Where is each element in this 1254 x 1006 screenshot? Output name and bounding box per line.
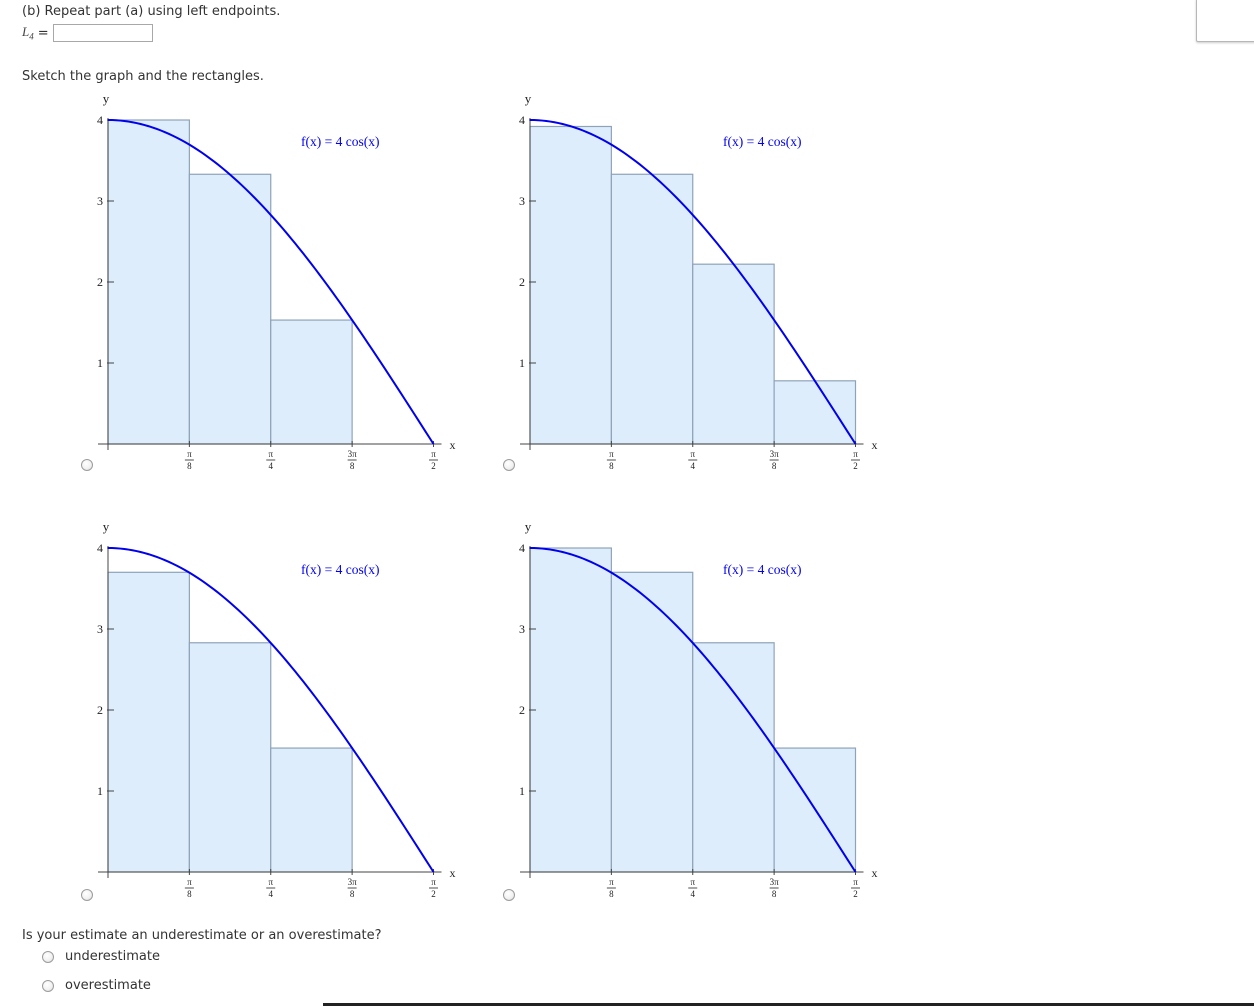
function-label: f(x) = 4 cos(x): [301, 134, 380, 149]
x-tick-label: [607, 877, 616, 899]
svg-text:8: 8: [187, 461, 192, 471]
y-axis-label: y: [524, 91, 532, 106]
svg-text:π: π: [690, 449, 696, 459]
option-overestimate[interactable]: [42, 978, 151, 993]
y-tick-label: 1: [97, 356, 103, 370]
y-tick-label: 3: [519, 622, 525, 636]
svg-text:8: 8: [771, 461, 777, 471]
y-axis-label: y: [102, 91, 110, 106]
y-tick-label: 4: [519, 113, 525, 127]
graph-4: [500, 519, 900, 902]
y-tick-label: 2: [97, 703, 103, 717]
y-tick-label: 3: [97, 622, 103, 636]
y-axis-label: y: [102, 519, 110, 534]
x-axis-label: x: [871, 438, 878, 452]
underestimate-label: underestimate: [65, 949, 160, 964]
riemann-rectangle: [774, 381, 855, 444]
x-tick-label: [185, 449, 194, 471]
y-tick-label: 1: [97, 784, 103, 798]
function-label: f(x) = 4 cos(x): [301, 562, 380, 577]
y-tick-label: 4: [519, 541, 525, 555]
svg-text:3π: 3π: [769, 449, 779, 459]
riemann-rectangle: [530, 548, 611, 872]
overestimate-label: overestimate: [65, 978, 151, 993]
svg-text:8: 8: [609, 889, 614, 899]
y-tick-label: 2: [519, 275, 525, 289]
x-tick-label: [348, 449, 358, 471]
y-tick-label: 2: [97, 275, 103, 289]
y-tick-label: 3: [519, 194, 525, 208]
svg-text:π: π: [187, 877, 192, 887]
svg-text:8: 8: [771, 889, 777, 899]
x-tick-label: [429, 449, 438, 471]
svg-text:2: 2: [431, 889, 436, 899]
x-tick-label: [851, 877, 860, 899]
svg-text:π: π: [268, 877, 274, 887]
function-label: f(x) = 4 cos(x): [723, 562, 802, 577]
svg-text:8: 8: [609, 461, 614, 471]
l4-label: [22, 24, 34, 42]
svg-text:4: 4: [690, 889, 695, 899]
x-axis-label: x: [871, 866, 878, 880]
svg-text:4: 4: [690, 461, 695, 471]
svg-text:8: 8: [349, 889, 355, 899]
l4-equals: =: [37, 25, 49, 41]
sketch-prompt: Sketch the graph and the rectangles.: [22, 69, 264, 84]
svg-text:π: π: [690, 877, 696, 887]
l4-answer-row: [22, 23, 153, 43]
x-tick-label: [607, 449, 616, 471]
x-tick-label: [429, 877, 438, 899]
riemann-rectangle: [693, 264, 774, 444]
svg-text:8: 8: [187, 889, 192, 899]
riemann-rectangle: [611, 572, 692, 872]
svg-text:π: π: [431, 449, 436, 459]
riemann-rectangle: [189, 643, 270, 872]
riemann-rectangle: [693, 643, 774, 872]
l4-input[interactable]: [53, 24, 153, 42]
overestimate-radio[interactable]: [42, 980, 54, 992]
x-axis-label: x: [449, 866, 456, 880]
x-tick-label: [266, 449, 275, 471]
y-axis-label: y: [524, 519, 532, 534]
svg-text:π: π: [853, 449, 858, 459]
svg-text:π: π: [268, 449, 274, 459]
svg-text:π: π: [431, 877, 436, 887]
y-tick-label: 1: [519, 356, 525, 370]
x-axis-label: x: [449, 438, 456, 452]
x-tick-label: [185, 877, 194, 899]
y-tick-label: 3: [97, 194, 103, 208]
svg-text:4: 4: [268, 889, 273, 899]
svg-text:2: 2: [853, 889, 858, 899]
l4-var: L: [22, 24, 30, 40]
graph-2: [500, 91, 900, 474]
x-tick-label: [770, 449, 780, 471]
x-tick-label: [770, 877, 780, 899]
svg-text:3π: 3π: [347, 449, 357, 459]
svg-text:π: π: [609, 449, 614, 459]
riemann-rectangle: [108, 120, 189, 444]
svg-text:8: 8: [349, 461, 355, 471]
x-tick-label: [688, 449, 697, 471]
y-tick-label: 1: [519, 784, 525, 798]
y-tick-label: 2: [519, 703, 525, 717]
riemann-rectangle: [530, 126, 611, 444]
x-tick-label: [348, 877, 358, 899]
x-tick-label: [851, 449, 860, 471]
corner-panel: [1196, 0, 1254, 42]
riemann-rectangle: [271, 748, 352, 872]
riemann-rectangle: [189, 174, 270, 444]
svg-text:4: 4: [268, 461, 273, 471]
riemann-rectangle: [271, 320, 352, 444]
riemann-rectangle: [611, 174, 692, 444]
svg-text:π: π: [187, 449, 192, 459]
estimate-question: Is your estimate an underestimate or an overestimate?: [22, 928, 382, 943]
svg-text:2: 2: [431, 461, 436, 471]
y-tick-label: 4: [97, 541, 103, 555]
graph-3: [78, 519, 478, 902]
svg-text:π: π: [609, 877, 614, 887]
svg-text:3π: 3π: [347, 877, 357, 887]
function-label: f(x) = 4 cos(x): [723, 134, 802, 149]
y-tick-label: 4: [97, 113, 103, 127]
svg-text:2: 2: [853, 461, 858, 471]
svg-text:π: π: [853, 877, 858, 887]
underestimate-radio[interactable]: [42, 951, 54, 963]
option-underestimate[interactable]: [42, 949, 160, 964]
x-tick-label: [688, 877, 697, 899]
riemann-rectangle: [108, 572, 189, 872]
l4-subscript: 4: [29, 31, 34, 42]
svg-text:3π: 3π: [769, 877, 779, 887]
x-tick-label: [266, 877, 275, 899]
part-b-prompt: (b) Repeat part (a) using left endpoints.: [22, 4, 281, 19]
graph-1: [78, 91, 478, 474]
